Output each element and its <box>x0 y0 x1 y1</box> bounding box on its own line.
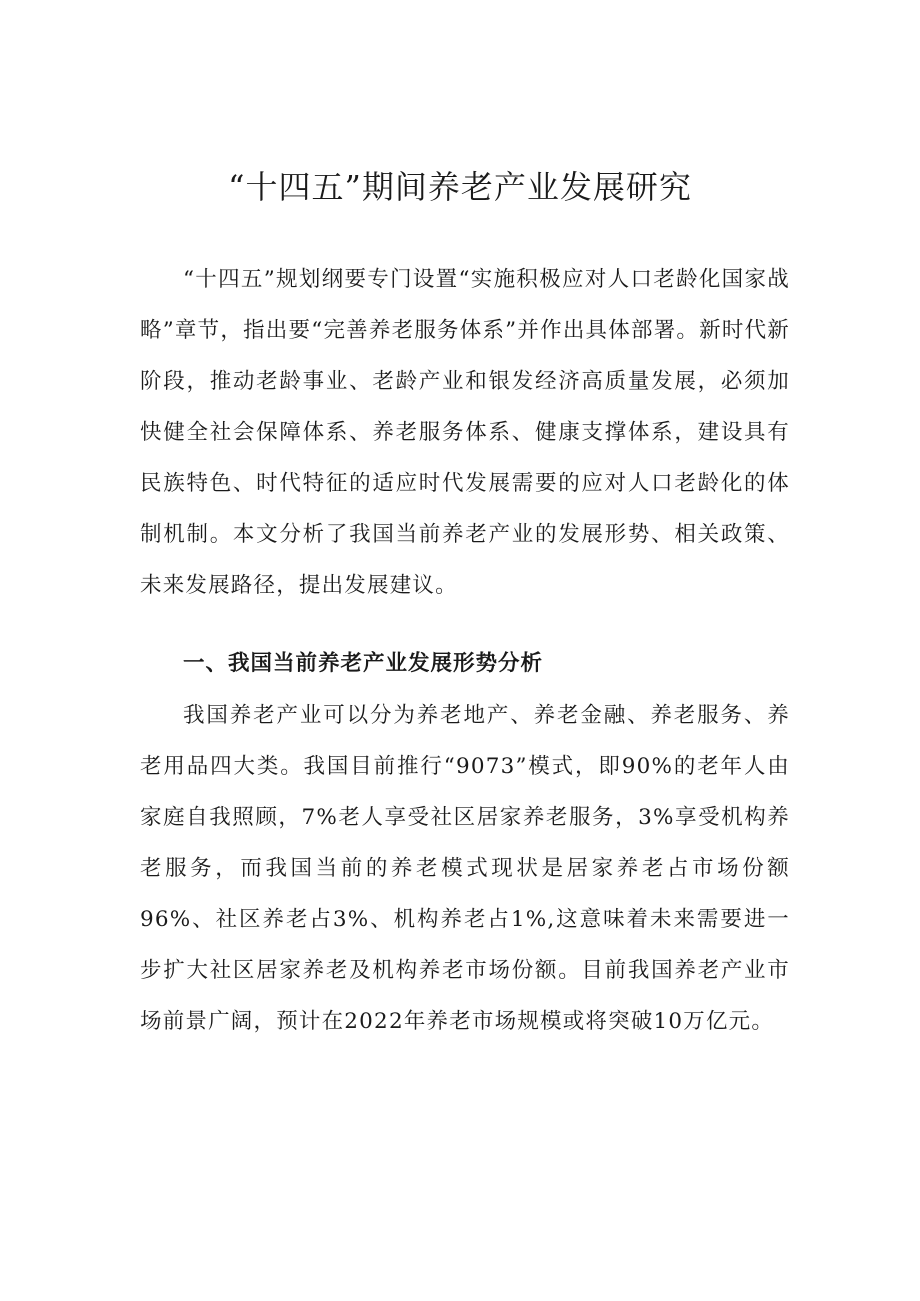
section-heading: 一、我国当前养老产业发展形势分析 <box>183 651 544 676</box>
document-title: “十四五”期间养老产业发展研究 <box>228 168 692 206</box>
intro-paragraph: “十四五”规划纲要专门设置“实施积极应对人口老龄化国家战略”章节，指出要“完善养老服务体系”并作出具体部署。新时代新阶段，推动老龄事业、老龄产业和银发经济高质量发展，必须加快健全社会保障体系、养老服务体系、健康支撑体系，建设具有民族特色、时代特征的适应时代发展需要的应对人口老龄化的体制机制。本文分析了我国当前养老产业的发展形势、相关政策、未来发展路径，提出发展建议。 <box>140 267 790 598</box>
section-paragraph: 我国养老产业可以分为养老地产、养老金融、养老服务、养老用品四大类。我国目前推行“9073”模式，即90%的老年人由家庭自我照顾，7%老人享受社区居家养老服务，3%享受机构养老服务，而我国当前的养老模式现状是居家养老占市场份额96%、社区养老占3%、机构养老占1%,这意味着未来需要进一步扩大社区居家养老及机构养老市场份额。目前我国养老产业市场前景广阔，预计在2022年养老市场规模或将突破10万亿元。 <box>140 703 790 1034</box>
